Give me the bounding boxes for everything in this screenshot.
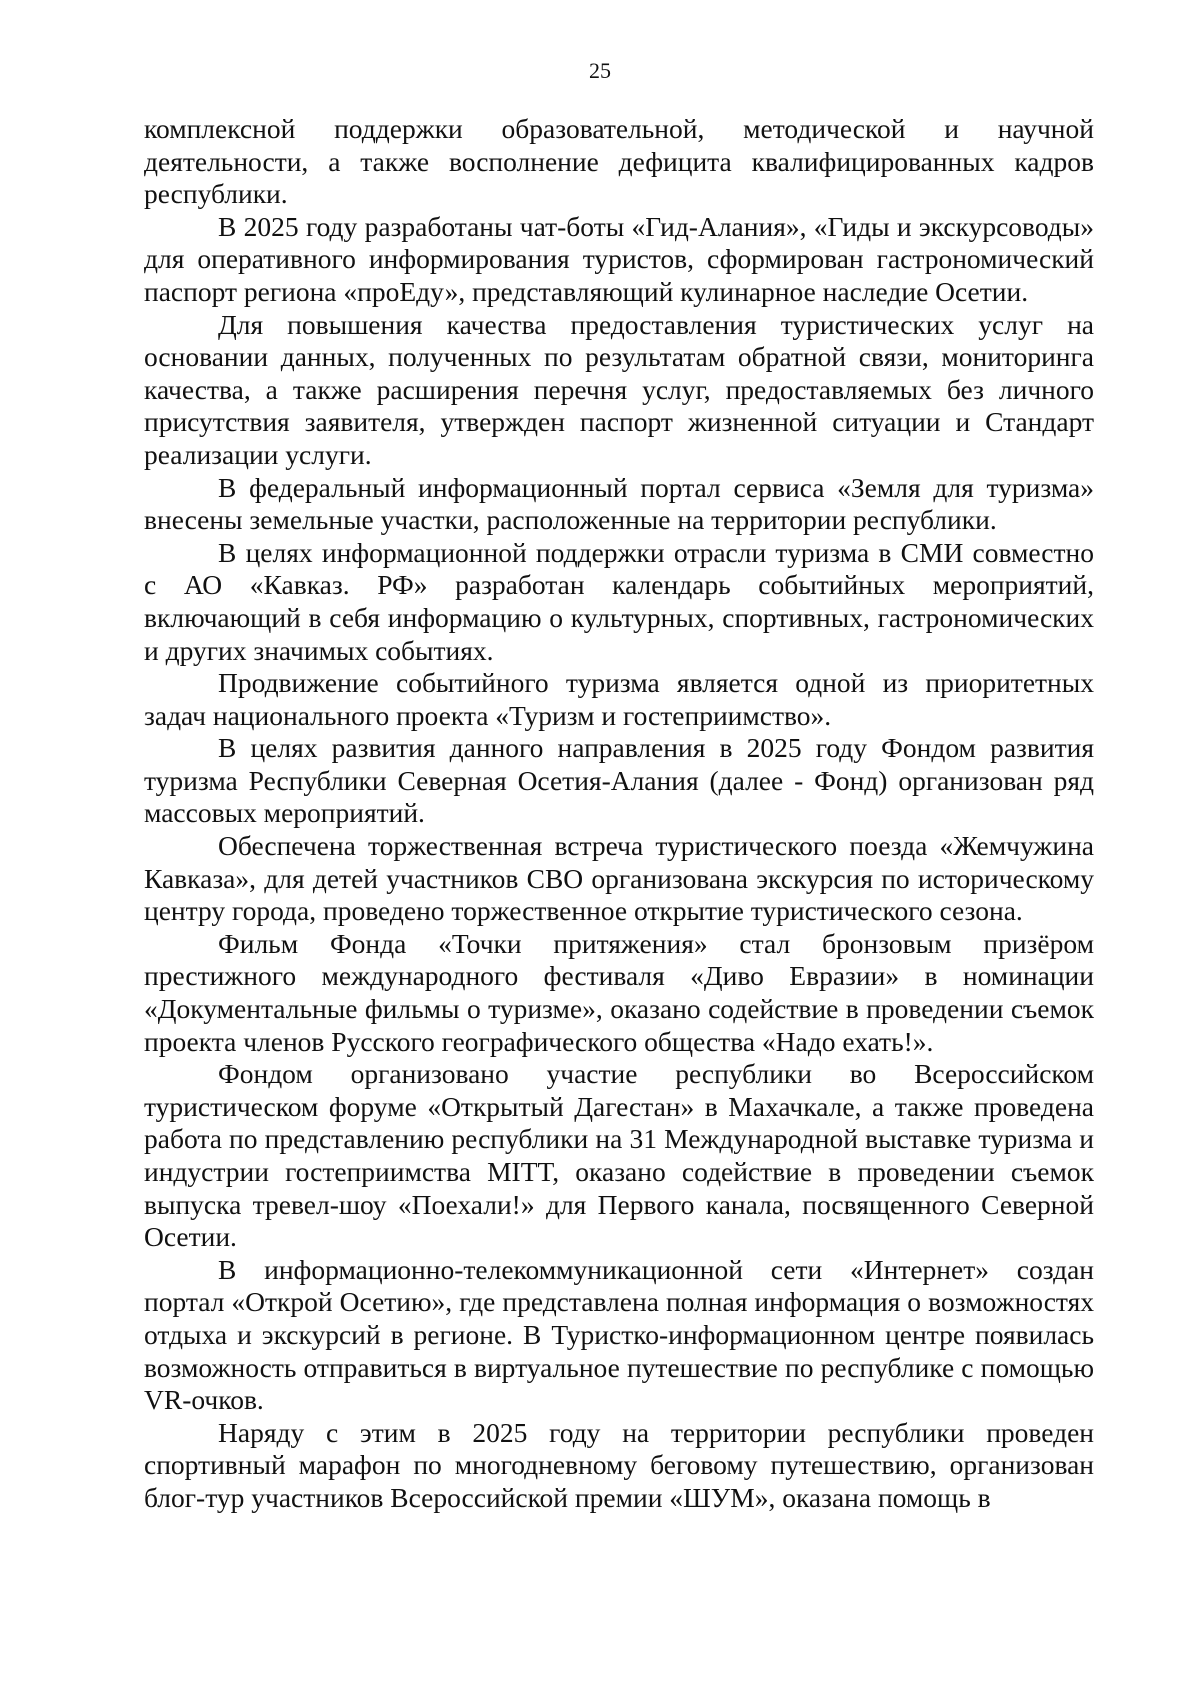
page-number: 25 (589, 58, 611, 83)
paragraph: Фильм Фонда «Точки притяжения» стал бронзовым призёром престижного международного фестиваля «Диво Евразии» в номинации «Документальные фильмы о туризме», оказано содействие в проведении съемок проекта членов Русского географического общества «Надо ехать!». (144, 927, 1094, 1057)
paragraph: В целях развития данного направления в 2025 году Фондом развития туризма Республики Северная Осетия-Алания (далее - Фонд) организован ряд массовых мероприятий. (144, 732, 1094, 829)
paragraph: Обеспечена торжественная встреча туристического поезда «Жемчужина Кавказа», для детей участников СВО организована экскурсия по историческому центру города, проведено торжественное открытие туристического сезона. (144, 830, 1094, 927)
paragraph-continued: комплексной поддержки образовательной, методической и научной деятельности, а также восполнение дефицита квалифицированных кадров республики. (144, 113, 1094, 210)
paragraph: Для повышения качества предоставления туристических услуг на основании данных, полученных по результатам обратной связи, мониторинга качества, а также расширения перечня услуг, предоставляемых без личного присутствия заявителя, утвержден паспорт жизненной ситуации и Стандарт реализации услуги. (144, 308, 1094, 470)
paragraph-unfinished: Наряду с этим в 2025 году на территории республики проведен спортивный марафон по многодневному беговому путешествию, организован блог-тур участников Всероссийской премии «ШУМ», оказана помощь в (144, 1416, 1094, 1513)
paragraph: В федеральный информационный портал сервиса «Земля для туризма» внесены земельные участки, расположенные на территории республики. (144, 471, 1094, 536)
paragraph: В 2025 году разработаны чат-боты «Гид-Алания», «Гиды и экскурсоводы» для оперативного информирования туристов, сформирован гастрономический паспорт региона «проЕду», представляющий кулинарное наследие Осетии. (144, 210, 1094, 307)
paragraph: Фондом организовано участие республики во Всероссийском туристическом форуме «Открытый Дагестан» в Махачкале, а также проведена работа по представлению республики на 31 Международной выставке туризма и индустрии гостеприимства MITT, оказано содействие в проведении съемок выпуска тревел-шоу «Поехали!» для Первого канала, посвященного Северной Осетии. (144, 1058, 1094, 1253)
paragraph: В целях информационной поддержки отрасли туризма в СМИ совместно с АО «Кавказ. РФ» разработан календарь событийных мероприятий, включающий в себя информацию о культурных, спортивных, гастрономических и других значимых событиях. (144, 536, 1094, 666)
document-body (144, 113, 1094, 1515)
paragraph: В информационно-телекоммуникационной сети «Интернет» создан портал «Открой Осетию», где представлена полная информация о возможностях отдыха и экскурсий в регионе. В Туристко-информационном центре появилась возможность отправиться в виртуальное путешествие по республике с помощью VR-очков. (144, 1253, 1094, 1416)
paragraph: Продвижение событийного туризма является одной из приоритетных задач национального проекта «Туризм и гостеприимство». (144, 667, 1094, 731)
